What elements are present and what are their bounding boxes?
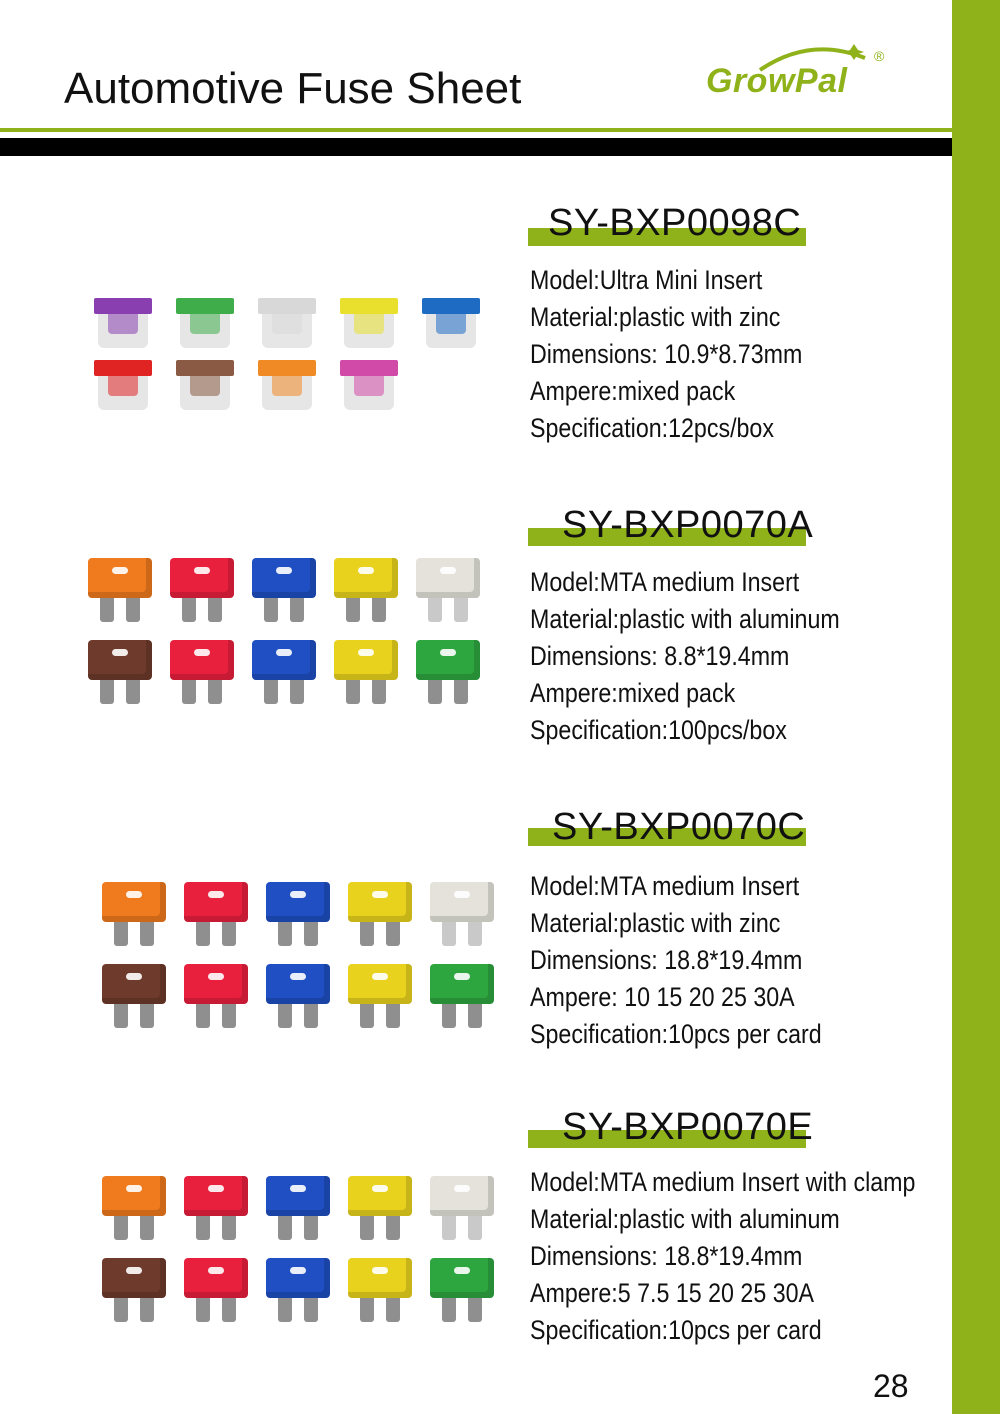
blade-fuse-icon — [170, 640, 234, 706]
blade-fuse-icon — [348, 964, 412, 1030]
blade-fuse-icon — [102, 882, 166, 948]
logo-wordmark: GrowPal — [706, 62, 848, 100]
blade-fuse-icon — [184, 1258, 248, 1324]
ultra-mini-fuse-icon — [94, 360, 152, 412]
spec-model: Model:Ultra Mini Insert — [530, 265, 763, 295]
blade-fuse-icon — [266, 1258, 330, 1324]
product-image-mta — [102, 882, 510, 1030]
ultra-mini-fuse-icon — [258, 298, 316, 350]
registered-mark: ® — [874, 48, 885, 64]
blade-fuse-icon — [416, 558, 480, 624]
spec-model: Model:MTA medium Insert — [530, 871, 800, 901]
blade-fuse-icon — [102, 1258, 166, 1324]
page-title: Automotive Fuse Sheet — [64, 64, 522, 113]
spec-list — [530, 564, 890, 749]
spec-specification: Specification:10pcs per card — [530, 1019, 822, 1049]
blade-fuse-icon — [88, 640, 152, 706]
ultra-mini-fuse-icon — [422, 298, 480, 350]
spec-ampere: Ampere:mixed pack — [530, 678, 736, 708]
growpal-logo — [700, 40, 900, 120]
blade-fuse-icon — [252, 558, 316, 624]
spec-specification: Specification:10pcs per card — [530, 1315, 822, 1345]
spec-ampere: Ampere:5 7.5 15 20 25 30A — [530, 1278, 815, 1308]
ultra-mini-fuse-icon — [340, 298, 398, 350]
blade-fuse-icon — [266, 964, 330, 1030]
spec-ampere: Ampere:mixed pack — [530, 376, 736, 406]
header-rule-black — [0, 138, 952, 156]
blade-fuse-icon — [334, 558, 398, 624]
blade-fuse-icon — [184, 882, 248, 948]
product-image-mta — [88, 558, 496, 706]
ultra-mini-fuse-icon — [94, 298, 152, 350]
header-rule-green — [0, 128, 952, 132]
spec-dimensions: Dimensions: 18.8*19.4mm — [530, 1241, 803, 1271]
spec-dimensions: Dimensions: 18.8*19.4mm — [530, 945, 803, 975]
spec-material: Material:plastic with aluminum — [530, 1204, 840, 1234]
blade-fuse-icon — [430, 882, 494, 948]
blade-fuse-icon — [184, 1176, 248, 1242]
blade-fuse-icon — [348, 882, 412, 948]
blade-fuse-icon — [266, 1176, 330, 1242]
blade-fuse-icon — [348, 1176, 412, 1242]
blade-fuse-icon — [266, 882, 330, 948]
spec-list — [530, 1164, 978, 1349]
blade-fuse-icon — [348, 1258, 412, 1324]
blade-fuse-icon — [184, 964, 248, 1030]
spec-material: Material:plastic with zinc — [530, 302, 781, 332]
blade-fuse-icon — [102, 1176, 166, 1242]
product-image-ultra-mini — [94, 298, 504, 412]
spec-model: Model:MTA medium Insert with clamp — [530, 1167, 916, 1197]
blade-fuse-icon — [416, 640, 480, 706]
blade-fuse-icon — [170, 558, 234, 624]
ultra-mini-fuse-icon — [176, 360, 234, 412]
blade-fuse-icon — [252, 640, 316, 706]
spec-material: Material:plastic with aluminum — [530, 604, 840, 634]
product-code: SY-BXP0070E — [562, 1106, 814, 1148]
ultra-mini-fuse-icon — [340, 360, 398, 412]
blade-fuse-icon — [102, 964, 166, 1030]
spec-dimensions: Dimensions: 8.8*19.4mm — [530, 641, 790, 671]
ultra-mini-fuse-icon — [176, 298, 234, 350]
spec-ampere: Ampere: 10 15 20 25 30A — [530, 982, 795, 1012]
blade-fuse-icon — [430, 964, 494, 1030]
spec-material: Material:plastic with zinc — [530, 908, 781, 938]
spec-specification: Specification:100pcs/box — [530, 715, 787, 745]
blade-fuse-icon — [88, 558, 152, 624]
spec-list — [530, 262, 847, 447]
spec-specification: Specification:12pcs/box — [530, 413, 774, 443]
blade-fuse-icon — [334, 640, 398, 706]
product-code: SY-BXP0070C — [552, 806, 806, 848]
page-number: 28 — [873, 1368, 909, 1404]
product-image-mta-clamp — [102, 1176, 510, 1324]
spec-model: Model:MTA medium Insert — [530, 567, 800, 597]
spec-dimensions: Dimensions: 10.9*8.73mm — [530, 339, 803, 369]
ultra-mini-fuse-icon — [258, 360, 316, 412]
blade-fuse-icon — [430, 1258, 494, 1324]
blade-fuse-icon — [430, 1176, 494, 1242]
spec-list — [530, 868, 869, 1053]
product-code: SY-BXP0070A — [562, 504, 814, 546]
product-code: SY-BXP0098C — [548, 202, 802, 244]
